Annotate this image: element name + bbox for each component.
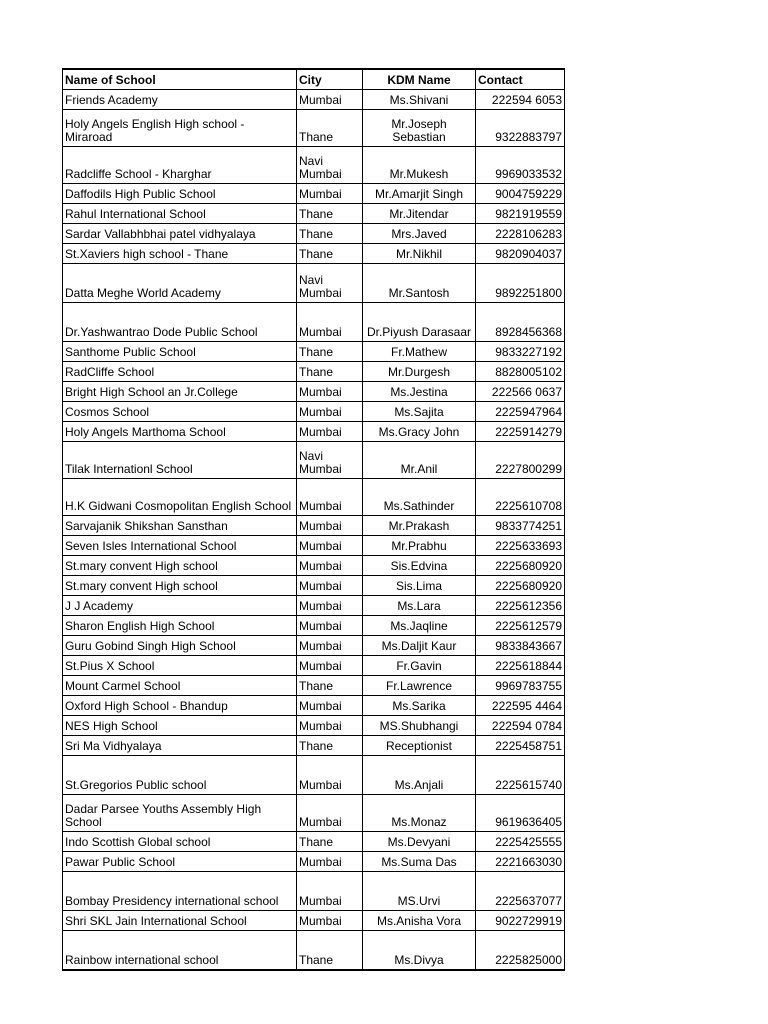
school-name-cell: Cosmos School: [63, 402, 297, 422]
city-cell: Thane: [297, 244, 363, 264]
table-body: [63, 90, 565, 971]
table-row: [63, 911, 565, 931]
table-row: [63, 110, 565, 147]
kdm-name-cell: Sis.Lima: [363, 576, 476, 596]
header-contact: Contact: [476, 69, 565, 90]
school-contacts-table: [62, 68, 565, 971]
table-row: [63, 147, 565, 184]
contact-cell: 2225610708: [476, 479, 565, 516]
city-cell: Mumbai: [297, 716, 363, 736]
contact-cell: 9969033532: [476, 147, 565, 184]
kdm-name-cell: Ms.Jaqline: [363, 616, 476, 636]
table-row: [63, 536, 565, 556]
school-name-cell: Holy Angels English High school - Miraroad: [63, 110, 297, 147]
kdm-name-cell: Ms.Devyani: [363, 832, 476, 852]
contact-cell: 9833774251: [476, 516, 565, 536]
kdm-name-cell: Fr.Mathew: [363, 342, 476, 362]
city-cell: Mumbai: [297, 422, 363, 442]
school-name-cell: Santhome Public School: [63, 342, 297, 362]
table-row: [63, 342, 565, 362]
contact-cell: 2225947964: [476, 402, 565, 422]
contact-cell: 9820904037: [476, 244, 565, 264]
header-city: City: [297, 69, 363, 90]
kdm-name-cell: Sis.Edvina: [363, 556, 476, 576]
city-cell: Mumbai: [297, 556, 363, 576]
city-cell: Mumbai: [297, 636, 363, 656]
kdm-name-cell: Ms.Shivani: [363, 90, 476, 110]
table-row: [63, 422, 565, 442]
city-cell: Navi Mumbai: [297, 442, 363, 479]
city-cell: Thane: [297, 224, 363, 244]
city-cell: Mumbai: [297, 90, 363, 110]
table-row: [63, 676, 565, 696]
city-cell: Thane: [297, 676, 363, 696]
contact-cell: 9892251800: [476, 264, 565, 303]
kdm-name-cell: Ms.Monaz: [363, 795, 476, 832]
city-cell: Thane: [297, 110, 363, 147]
school-name-cell: Rainbow international school: [63, 931, 297, 971]
school-name-cell: Sharon English High School: [63, 616, 297, 636]
contact-cell: 2225618844: [476, 656, 565, 676]
kdm-name-cell: Mr.Santosh: [363, 264, 476, 303]
school-name-cell: Holy Angels Marthoma School: [63, 422, 297, 442]
school-name-cell: Bright High School an Jr.College: [63, 382, 297, 402]
school-name-cell: Sardar Vallabhbhai patel vidhyalaya: [63, 224, 297, 244]
contact-cell: 2225680920: [476, 576, 565, 596]
city-cell: Mumbai: [297, 479, 363, 516]
kdm-name-cell: Receptionist: [363, 736, 476, 756]
table-row: [63, 264, 565, 303]
school-name-cell: Indo Scottish Global school: [63, 832, 297, 852]
table-row: [63, 736, 565, 756]
kdm-name-cell: Mr.Anil: [363, 442, 476, 479]
school-name-cell: Dr.Yashwantrao Dode Public School: [63, 303, 297, 342]
header-name-of-school: Name of School: [63, 69, 297, 90]
city-cell: Mumbai: [297, 616, 363, 636]
school-name-cell: NES High School: [63, 716, 297, 736]
table-row: [63, 756, 565, 795]
contact-cell: 9322883797: [476, 110, 565, 147]
contact-cell: 9833227192: [476, 342, 565, 362]
school-name-cell: Daffodils High Public School: [63, 184, 297, 204]
school-name-cell: St.mary convent High school: [63, 576, 297, 596]
city-cell: Mumbai: [297, 402, 363, 422]
school-name-cell: Tilak Internationl School: [63, 442, 297, 479]
kdm-name-cell: Ms.Sathinder: [363, 479, 476, 516]
kdm-name-cell: Fr.Gavin: [363, 656, 476, 676]
kdm-name-cell: Mr.Joseph Sebastian: [363, 110, 476, 147]
kdm-name-cell: Ms.Anisha Vora: [363, 911, 476, 931]
city-cell: Mumbai: [297, 656, 363, 676]
city-cell: Mumbai: [297, 872, 363, 911]
kdm-name-cell: MS.Shubhangi: [363, 716, 476, 736]
city-cell: Mumbai: [297, 596, 363, 616]
kdm-name-cell: Ms.Suma Das: [363, 852, 476, 872]
kdm-name-cell: Mr.Nikhil: [363, 244, 476, 264]
school-name-cell: Oxford High School - Bhandup: [63, 696, 297, 716]
table-row: [63, 832, 565, 852]
header-kdm-name: KDM Name: [363, 69, 476, 90]
contact-cell: 2227800299: [476, 442, 565, 479]
kdm-name-cell: Fr.Lawrence: [363, 676, 476, 696]
contact-cell: 2225633693: [476, 536, 565, 556]
kdm-name-cell: Mr.Mukesh: [363, 147, 476, 184]
table-row: [63, 303, 565, 342]
table-row: [63, 852, 565, 872]
table-row: [63, 442, 565, 479]
kdm-name-cell: Mr.Jitendar: [363, 204, 476, 224]
kdm-name-cell: Ms.Sajita: [363, 402, 476, 422]
school-name-cell: Seven Isles International School: [63, 536, 297, 556]
table-row: [63, 656, 565, 676]
contact-cell: 2225825000: [476, 931, 565, 971]
school-name-cell: Datta Meghe World Academy: [63, 264, 297, 303]
kdm-name-cell: Ms.Lara: [363, 596, 476, 616]
city-cell: Mumbai: [297, 516, 363, 536]
contact-cell: 2225680920: [476, 556, 565, 576]
contact-cell: 9821919559: [476, 204, 565, 224]
table-row: [63, 402, 565, 422]
contact-cell: 9022729919: [476, 911, 565, 931]
table-row: [63, 872, 565, 911]
kdm-name-cell: Mr.Prakash: [363, 516, 476, 536]
kdm-name-cell: Ms.Jestina: [363, 382, 476, 402]
school-name-cell: Shri SKL Jain International School: [63, 911, 297, 931]
table-row: [63, 931, 565, 971]
table-row: [63, 795, 565, 832]
city-cell: Thane: [297, 342, 363, 362]
contact-cell: 2221663030: [476, 852, 565, 872]
contact-cell: 222594 6053: [476, 90, 565, 110]
table-row: [63, 244, 565, 264]
contact-cell: 9833843667: [476, 636, 565, 656]
contact-cell: 2225637077: [476, 872, 565, 911]
kdm-name-cell: Ms.Sarika: [363, 696, 476, 716]
city-cell: Thane: [297, 204, 363, 224]
table-row: [63, 636, 565, 656]
city-cell: Mumbai: [297, 536, 363, 556]
city-cell: Mumbai: [297, 852, 363, 872]
table-row: [63, 696, 565, 716]
school-name-cell: Pawar Public School: [63, 852, 297, 872]
school-name-cell: Radcliffe School - Kharghar: [63, 147, 297, 184]
school-name-cell: Bombay Presidency international school: [63, 872, 297, 911]
school-name-cell: H.K Gidwani Cosmopolitan English School: [63, 479, 297, 516]
city-cell: Navi Mumbai: [297, 264, 363, 303]
school-name-cell: Sri Ma Vidhyalaya: [63, 736, 297, 756]
kdm-name-cell: Ms.Daljit Kaur: [363, 636, 476, 656]
kdm-name-cell: Mr.Prabhu: [363, 536, 476, 556]
school-name-cell: RadCliffe School: [63, 362, 297, 382]
kdm-name-cell: Mrs.Javed: [363, 224, 476, 244]
city-cell: Thane: [297, 736, 363, 756]
header-row: [63, 69, 565, 90]
table-row: [63, 382, 565, 402]
kdm-name-cell: Mr.Durgesh: [363, 362, 476, 382]
contact-cell: 2225458751: [476, 736, 565, 756]
city-cell: Thane: [297, 362, 363, 382]
table-row: [63, 716, 565, 736]
school-name-cell: Guru Gobind Singh High School: [63, 636, 297, 656]
city-cell: Mumbai: [297, 756, 363, 795]
contact-cell: 222594 0784: [476, 716, 565, 736]
contact-cell: 222595 4464: [476, 696, 565, 716]
city-cell: Mumbai: [297, 911, 363, 931]
kdm-name-cell: Ms.Gracy John: [363, 422, 476, 442]
school-name-cell: Friends Academy: [63, 90, 297, 110]
kdm-name-cell: Mr.Amarjit Singh: [363, 184, 476, 204]
table-row: [63, 479, 565, 516]
contact-cell: 2225425555: [476, 832, 565, 852]
school-name-cell: Sarvajanik Shikshan Sansthan: [63, 516, 297, 536]
table-row: [63, 576, 565, 596]
kdm-name-cell: Dr.Piyush Darasaar: [363, 303, 476, 342]
city-cell: Thane: [297, 931, 363, 971]
kdm-name-cell: Ms.Divya: [363, 931, 476, 971]
city-cell: Mumbai: [297, 184, 363, 204]
table-row: [63, 616, 565, 636]
city-cell: Mumbai: [297, 382, 363, 402]
contact-cell: 2225914279: [476, 422, 565, 442]
city-cell: Thane: [297, 832, 363, 852]
city-cell: Mumbai: [297, 576, 363, 596]
contact-cell: 8828005102: [476, 362, 565, 382]
kdm-name-cell: Ms.Anjali: [363, 756, 476, 795]
contact-cell: 2228106283: [476, 224, 565, 244]
city-cell: Mumbai: [297, 696, 363, 716]
school-name-cell: J J Academy: [63, 596, 297, 616]
contact-cell: 2225612579: [476, 616, 565, 636]
school-name-cell: St.Xaviers high school - Thane: [63, 244, 297, 264]
city-cell: Mumbai: [297, 795, 363, 832]
kdm-name-cell: MS.Urvi: [363, 872, 476, 911]
table-row: [63, 516, 565, 536]
contact-cell: 8928456368: [476, 303, 565, 342]
contact-cell: 2225612356: [476, 596, 565, 616]
contact-cell: 9004759229: [476, 184, 565, 204]
table-row: [63, 362, 565, 382]
table-row: [63, 556, 565, 576]
school-name-cell: St.mary convent High school: [63, 556, 297, 576]
school-name-cell: Mount Carmel School: [63, 676, 297, 696]
table-row: [63, 596, 565, 616]
contact-cell: 2225615740: [476, 756, 565, 795]
table-row: [63, 184, 565, 204]
table-row: [63, 204, 565, 224]
contact-cell: 9969783755: [476, 676, 565, 696]
school-name-cell: Rahul International School: [63, 204, 297, 224]
contact-cell: 222566 0637: [476, 382, 565, 402]
table-row: [63, 90, 565, 110]
school-name-cell: St.Pius X School: [63, 656, 297, 676]
school-name-cell: Dadar Parsee Youths Assembly High School: [63, 795, 297, 832]
table-row: [63, 224, 565, 244]
contact-cell: 9619636405: [476, 795, 565, 832]
city-cell: Navi Mumbai: [297, 147, 363, 184]
school-name-cell: St.Gregorios Public school: [63, 756, 297, 795]
city-cell: Mumbai: [297, 303, 363, 342]
